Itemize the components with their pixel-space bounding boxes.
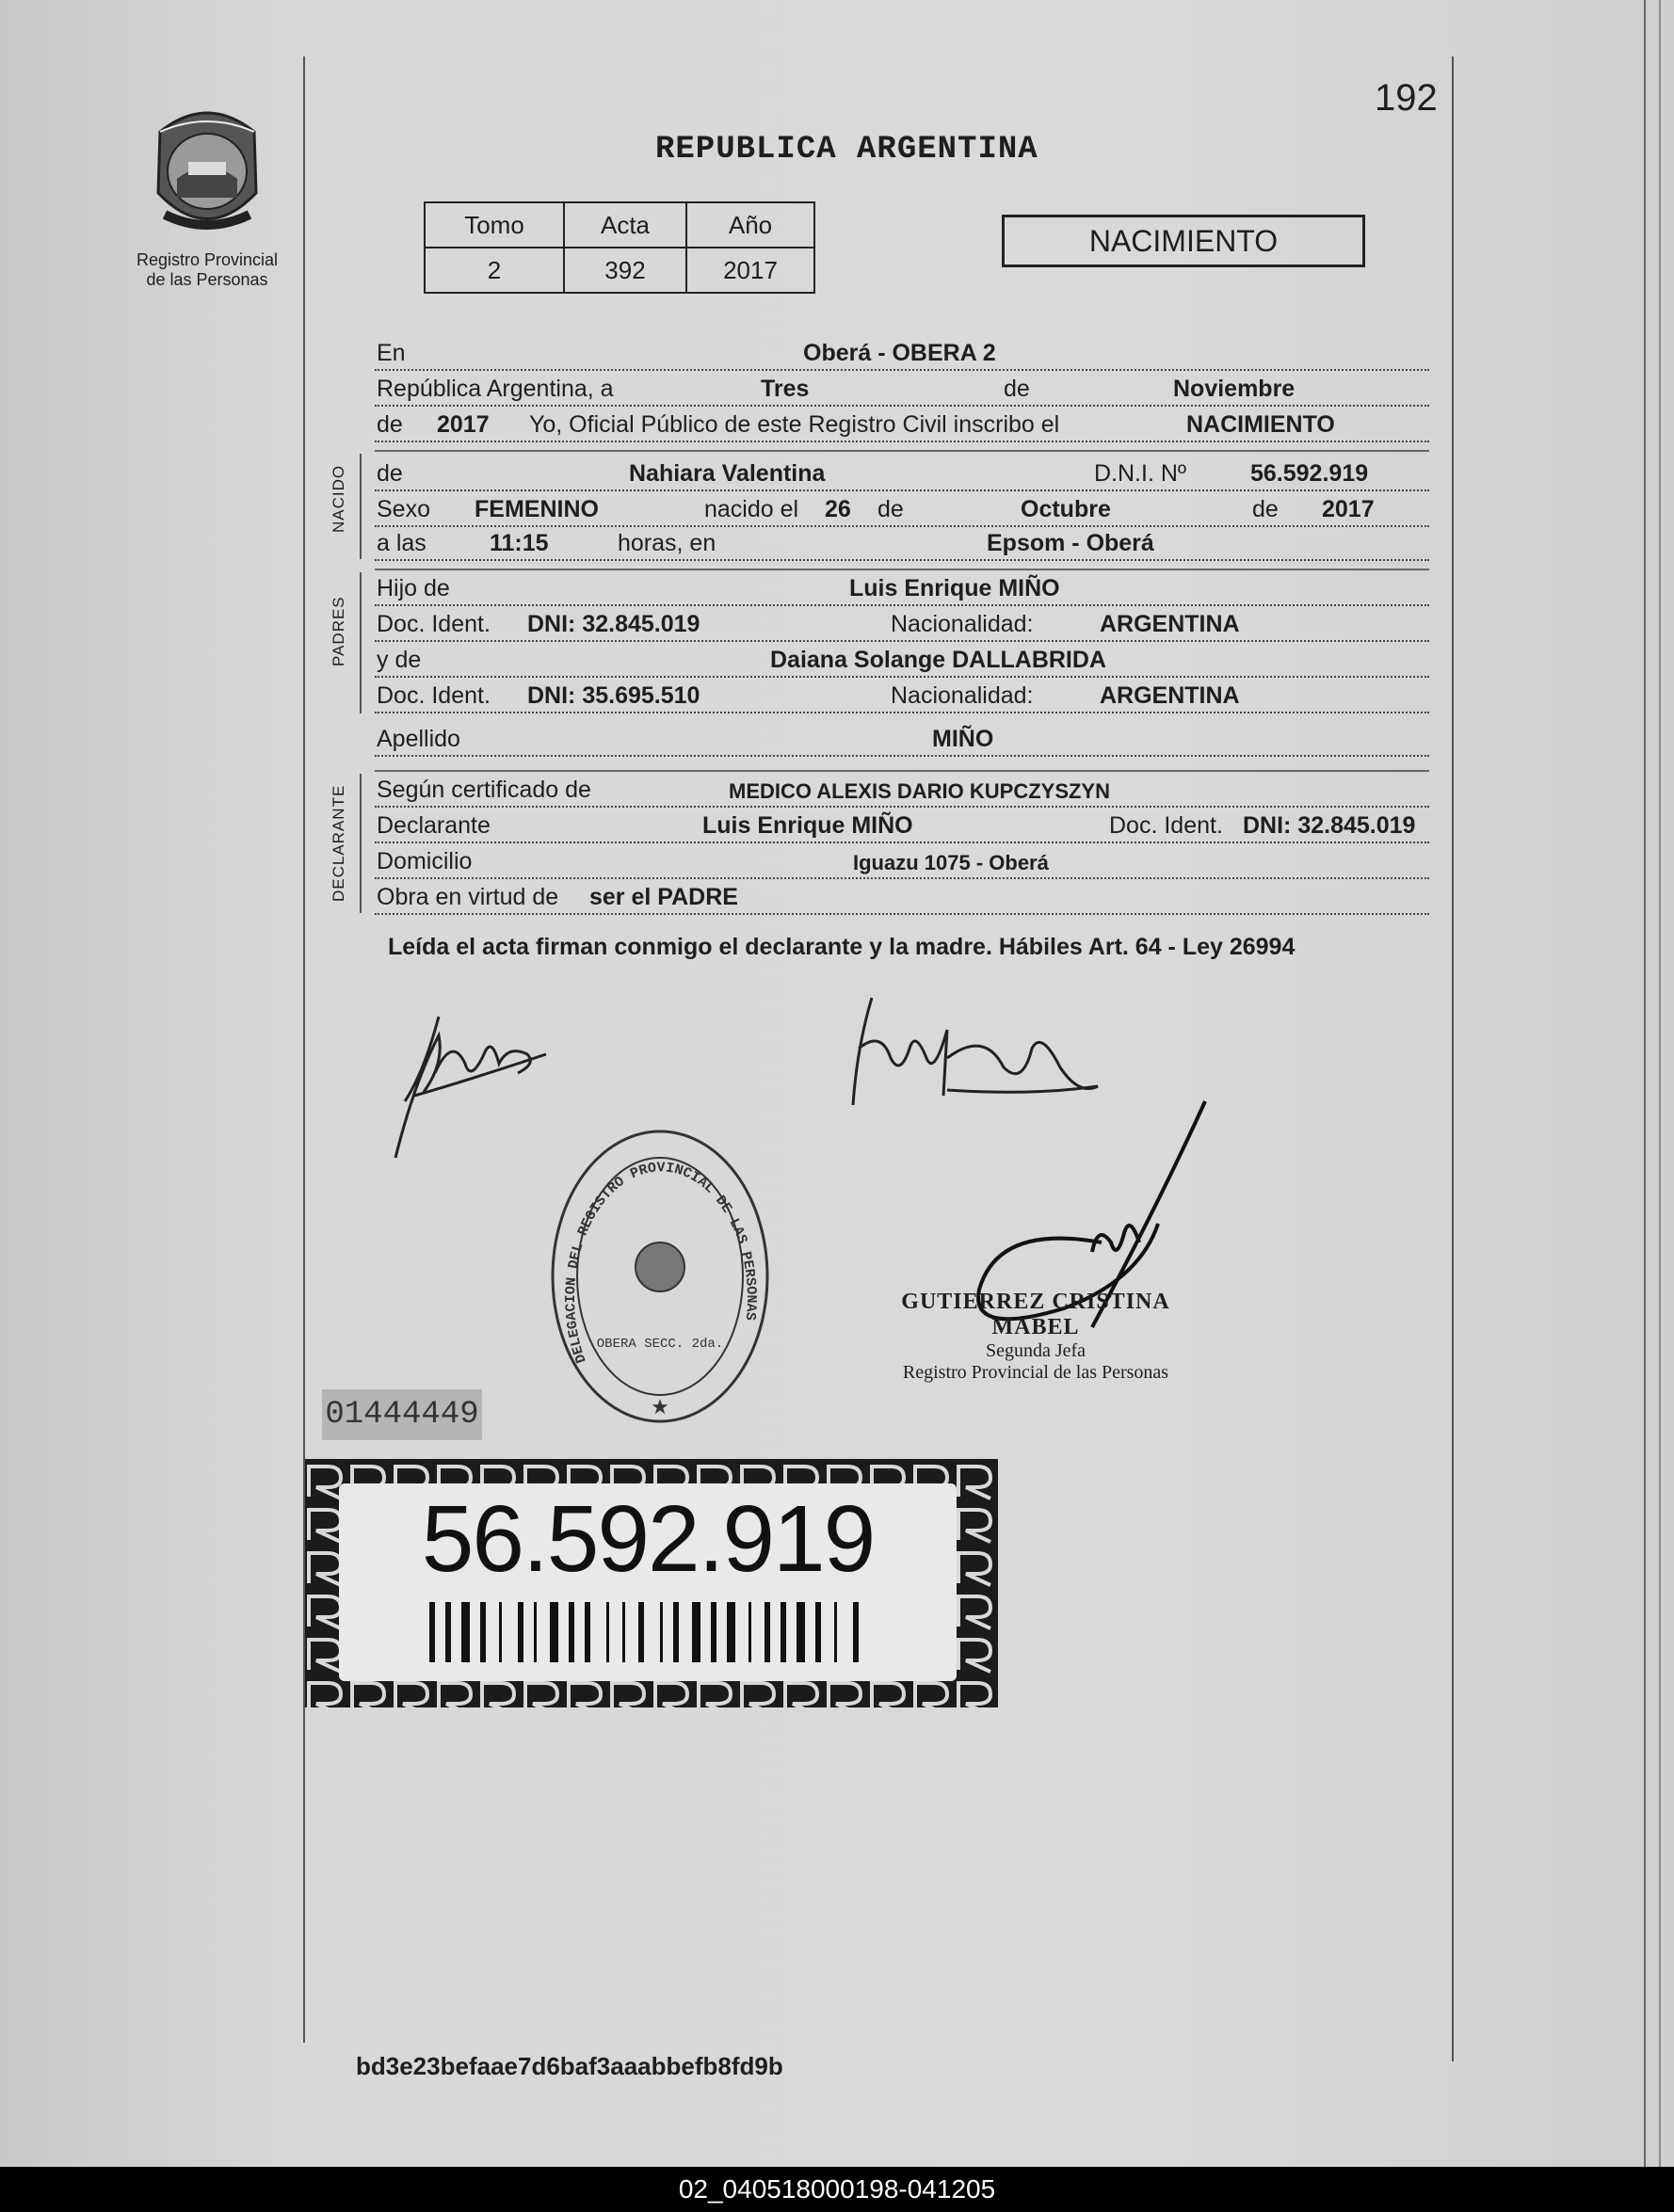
month-value: Noviembre [1173,376,1296,402]
record-type-box: NACIMIENTO [1002,215,1365,267]
certificate-value: MEDICO ALEXIS DARIO KUPCZYSZYN [729,779,1110,803]
star-icon: ★ [651,1395,669,1419]
apellido-value: MIÑO [932,726,994,752]
record-table [424,201,815,294]
registry-line-1: Registro Provincial [136,250,279,269]
y-de-label: y de [377,647,422,673]
section-separator [375,770,1429,772]
section-bar [360,572,362,713]
barcode-bar [692,1602,700,1662]
dni-sticker [305,1459,998,1707]
mother-nationality-value: ARGENTINA [1100,682,1240,709]
page-edge-line [1644,0,1646,2167]
barcode-bar [518,1602,523,1662]
left-margin-line [303,56,305,2043]
barcode-bar [585,1602,590,1662]
section-separator [375,450,1429,452]
mother-name-value: Daiana Solange DALLABRIDA [770,647,1106,673]
hijo-label: Hijo de [377,575,450,601]
name-row [375,457,1429,491]
barcode-bar [461,1602,470,1662]
de-label: de [377,460,403,487]
barcode-bar [550,1602,558,1662]
father-row [375,572,1429,606]
sexo-label: Sexo [377,496,430,522]
barcode-bar [673,1602,679,1662]
barcode-bar [781,1602,786,1662]
page-number: 192 [1375,77,1438,119]
page-edge-line [1659,0,1661,2167]
father-doc-row [375,608,1429,642]
section-bar [360,774,362,913]
father-doc-value: DNI: 32.845.019 [527,611,700,637]
registry-line-2: de las Personas [146,270,268,289]
barcode-bar [606,1602,609,1662]
document-hash: bd3e23befaae7d6baf3aaabbefb8fd9b [356,2052,783,2080]
birth-year-value: 2017 [1322,496,1375,522]
tomo-header: Tomo [425,202,564,248]
father-name-value: Luis Enrique MIÑO [849,575,1060,601]
declarante-label: Declarante [377,812,491,839]
mother-row [375,644,1429,678]
barcode-bar [638,1602,644,1662]
section-separator [375,569,1429,570]
nacionalidad-label: Nacionalidad: [891,682,1034,709]
place-value: Oberá - OBERA 2 [803,340,996,366]
child-name-value: Nahiara Valentina [629,460,826,487]
acta-value: 392 [564,248,686,293]
barcode-bar [429,1602,435,1662]
barcode [429,1602,864,1662]
officer-row [375,409,1429,442]
anio-header: Año [686,202,814,248]
official-registry: Registro Provincial de las Personas [902,1362,1169,1383]
right-margin-line [1452,56,1454,2061]
doc-label: Doc. Ident. [377,611,491,637]
de-label: de [877,496,904,522]
closing-statement: Leída el acta firman conmigo el declarante y la madre. Hábiles Art. 64 - Ley 26994 [388,934,1296,960]
year-value: 2017 [437,411,490,438]
apellido-label: Apellido [377,726,460,752]
address-value: Iguazu 1075 - Oberá [853,851,1049,874]
nacionalidad-label: Nacionalidad: [891,611,1034,637]
province-emblem-icon [141,104,273,245]
officer-text: Yo, Oficial Público de este Registro Civil inscribo el [529,411,1060,438]
birth-time-value: 11:15 [490,530,549,556]
barcode-bar [797,1602,805,1662]
child-dni-value: 56.592.919 [1250,460,1369,487]
dni-label: D.N.I. Nº [1094,460,1187,487]
oval-stamp-text: DELEGACION DEL REGISTRO PROVINCIAL DE LAS PERSONAS [562,1160,760,1366]
anio-value: 2017 [686,248,814,293]
barcode-bar [534,1602,537,1662]
nacido-label: nacido el [704,496,799,522]
father-nationality-value: ARGENTINA [1100,611,1240,637]
barcode-bar [480,1602,486,1662]
declarant-doc-value: DNI: 32.845.019 [1243,812,1416,839]
declarante-section-label: DECLARANTE [330,784,347,902]
official-role: Segunda Jefa [985,1340,1086,1361]
a-las-label: a las [377,530,427,556]
date-row [375,373,1429,407]
document-title: REPUBLICA ARGENTINA [655,132,1038,168]
birth-day-value: 26 [825,496,851,522]
padres-section-label: PADRES [330,596,347,666]
barcode-bar [660,1602,663,1662]
oval-stamp-inner: OBERA SECC. 2da. [596,1337,724,1352]
official-stamp [876,1290,1196,1384]
sexo-value: FEMENINO [475,496,599,522]
registry-caption [121,250,294,290]
tomo-value: 2 [425,248,564,293]
de-label: de [1252,496,1279,522]
barcode-bar [499,1602,502,1662]
nacido-section-label: NACIDO [330,464,347,533]
horas-label: horas, en [618,530,716,556]
barcode-bar [765,1602,770,1662]
barcode-bar [622,1602,625,1662]
address-row [375,845,1429,879]
de-label: de [1004,376,1030,402]
day-value: Tres [761,376,810,402]
birth-place-value: Epsom - Oberá [987,530,1154,556]
barcode-bar [834,1602,837,1662]
time-place-row [375,527,1429,561]
en-label: En [377,340,406,366]
de-label: de [377,411,403,438]
barcode-bar [569,1602,574,1662]
sticker-dni-number: 56.592.919 [421,1486,875,1592]
mother-doc-row [375,680,1429,713]
footer-id: 02_040518000198-041205 [0,2167,1674,2212]
declarant-signature-icon [386,998,565,1167]
declarant-name-value: Luis Enrique MIÑO [702,812,913,839]
acta-header: Acta [564,202,686,248]
republic-label: República Argentina, a [377,376,614,402]
sticker-label [339,1483,957,1681]
obra-label: Obra en virtud de [377,884,559,910]
section-bar [360,454,362,559]
mother-doc-value: DNI: 35.695.510 [527,682,700,709]
official-name: GUTIERREZ CRISTINA MABEL [901,1290,1170,1339]
reason-value: ser el PADRE [589,884,738,910]
doc-label: Doc. Ident. [377,682,491,709]
barcode-bar [445,1602,451,1662]
doc-label: Doc. Ident. [1109,812,1223,839]
act-type-value: NACIMIENTO [1186,411,1335,438]
barcode-bar [727,1602,735,1662]
barcode-bar [815,1602,821,1662]
certificado-label: Según certificado de [377,777,591,803]
barcode-bar [853,1602,859,1662]
sex-birth-row [375,493,1429,527]
registry-oval-stamp [548,1126,772,1427]
reason-row [375,881,1429,915]
barcode-bar [711,1602,716,1662]
barcode-bar [748,1602,751,1662]
surname-row [375,723,1429,757]
declarant-row [375,809,1429,843]
place-row [375,337,1429,371]
serial-number: 01444449 [322,1389,482,1440]
certificate-row [375,774,1429,808]
domicilio-label: Domicilio [377,848,473,874]
birth-month-value: Octubre [1021,496,1111,522]
